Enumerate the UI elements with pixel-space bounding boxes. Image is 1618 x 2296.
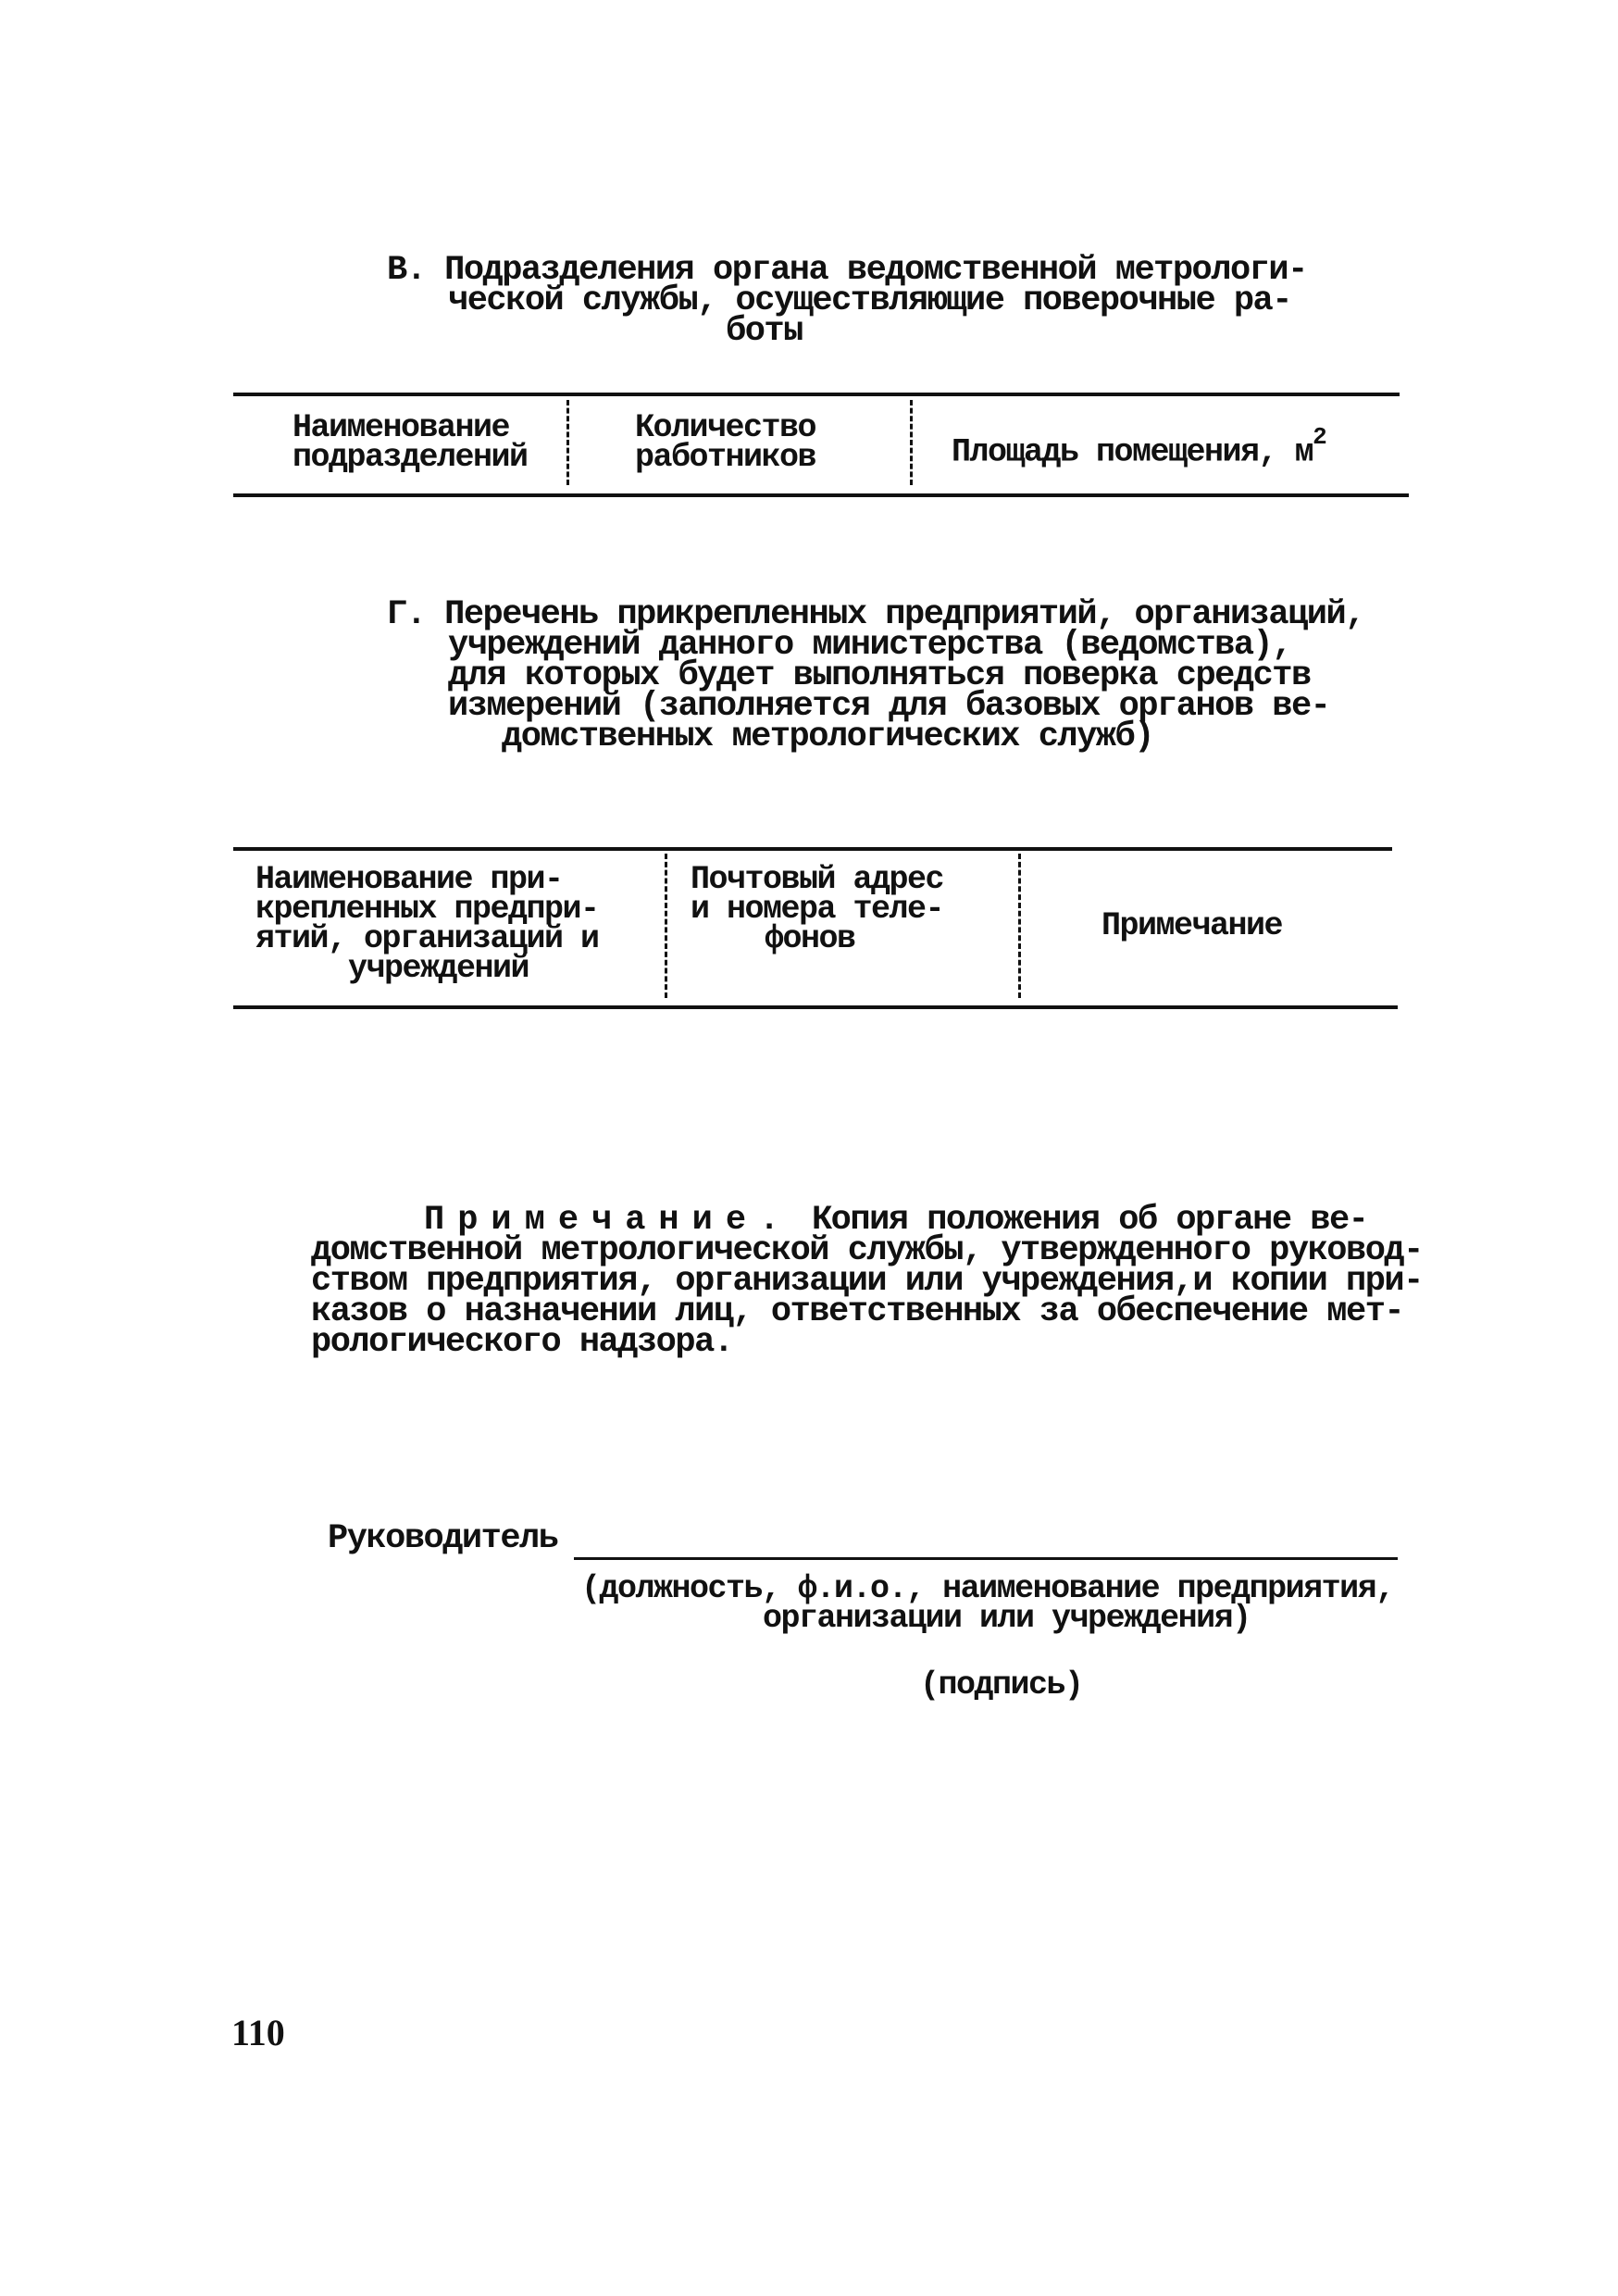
- section-g-heading: [387, 595, 1364, 756]
- table-g-separator-2: [1018, 854, 1021, 998]
- header-line: работников: [635, 439, 816, 476]
- table-g-header-remark: [1101, 907, 1283, 944]
- table-g-header-address: [691, 861, 944, 957]
- table-g-header-enterprise: [255, 861, 599, 987]
- note-line-1: Копия положения об органе ве-: [811, 1201, 1368, 1240]
- table-v-bottom-rule: [233, 493, 1409, 497]
- note-block: [311, 1201, 1423, 1362]
- table-g-bottom-rule: [233, 1005, 1398, 1009]
- section-v-line-3: боты: [726, 312, 803, 351]
- table-v-header-employees: [635, 409, 816, 476]
- header-line: ятий, организаций и: [255, 920, 599, 957]
- section-v-line-2: ческой службы, осуществляющие поверочные ра-: [448, 281, 1291, 320]
- caption-line: организации или учреждения): [763, 1600, 1251, 1637]
- section-g-line-5: домственных метрологических служб): [502, 718, 1153, 756]
- header-line: Количество: [635, 409, 816, 446]
- caption-line: (должность, ф.и.о., наименование предприятия,: [581, 1570, 1394, 1607]
- header-line: фонов: [765, 920, 855, 957]
- header-line: Почтовый адрес: [691, 861, 944, 898]
- header-line: учреждений: [348, 950, 529, 987]
- table-v-header-subdivision: [292, 409, 528, 476]
- table-g-top-rule: [233, 847, 1392, 851]
- signature-label: Руководитель: [328, 1519, 558, 1558]
- header-line: и номера теле-: [691, 891, 944, 928]
- note-line-4: казов о назначении лиц, ответственных за обеспечение мет-: [311, 1292, 1404, 1331]
- signature-line: [574, 1557, 1398, 1560]
- section-g-line-4: измерений (заполняется для базовых органов ве-: [448, 687, 1330, 726]
- header-line: Примечание: [1101, 907, 1283, 944]
- header-line: Площадь помещения, м: [952, 433, 1313, 471]
- section-g-line-3: для которых будет выполняться поверка средств: [448, 656, 1311, 695]
- section-v-heading: [387, 251, 1307, 351]
- section-v-line-1: В. Подразделения органа ведомственной метрологи-: [387, 251, 1307, 290]
- header-line: Наименование при-: [255, 861, 563, 898]
- table-v-top-rule: [233, 393, 1400, 396]
- header-line: крепленных предпри-: [255, 891, 599, 928]
- sign-caption: (подпись): [920, 1666, 1083, 1703]
- header-line: Наименование: [292, 409, 510, 446]
- header-line: подразделений: [292, 439, 528, 476]
- table-g-separator-1: [665, 854, 667, 998]
- page-number: 110: [231, 2012, 285, 2053]
- table-v-header-area: [952, 423, 1326, 471]
- table-v-separator-2: [910, 400, 913, 485]
- note-label: Примечание.: [424, 1201, 793, 1240]
- section-g-line-2: учреждений данного министерства (ведомства),: [448, 626, 1291, 665]
- area-unit-superscript: 2: [1313, 423, 1326, 451]
- note-line-3: ством предприятия, организации или учреждения,и копии при-: [311, 1262, 1423, 1301]
- table-v-separator-1: [566, 400, 569, 485]
- signature-caption: [581, 1570, 1394, 1637]
- note-line-5: рологического надзора.: [311, 1323, 733, 1362]
- note-line-2: домственной метрологической службы, утвержденного руковод-: [311, 1231, 1423, 1270]
- section-g-line-1: Г. Перечень прикрепленных предприятий, организаций,: [387, 595, 1364, 634]
